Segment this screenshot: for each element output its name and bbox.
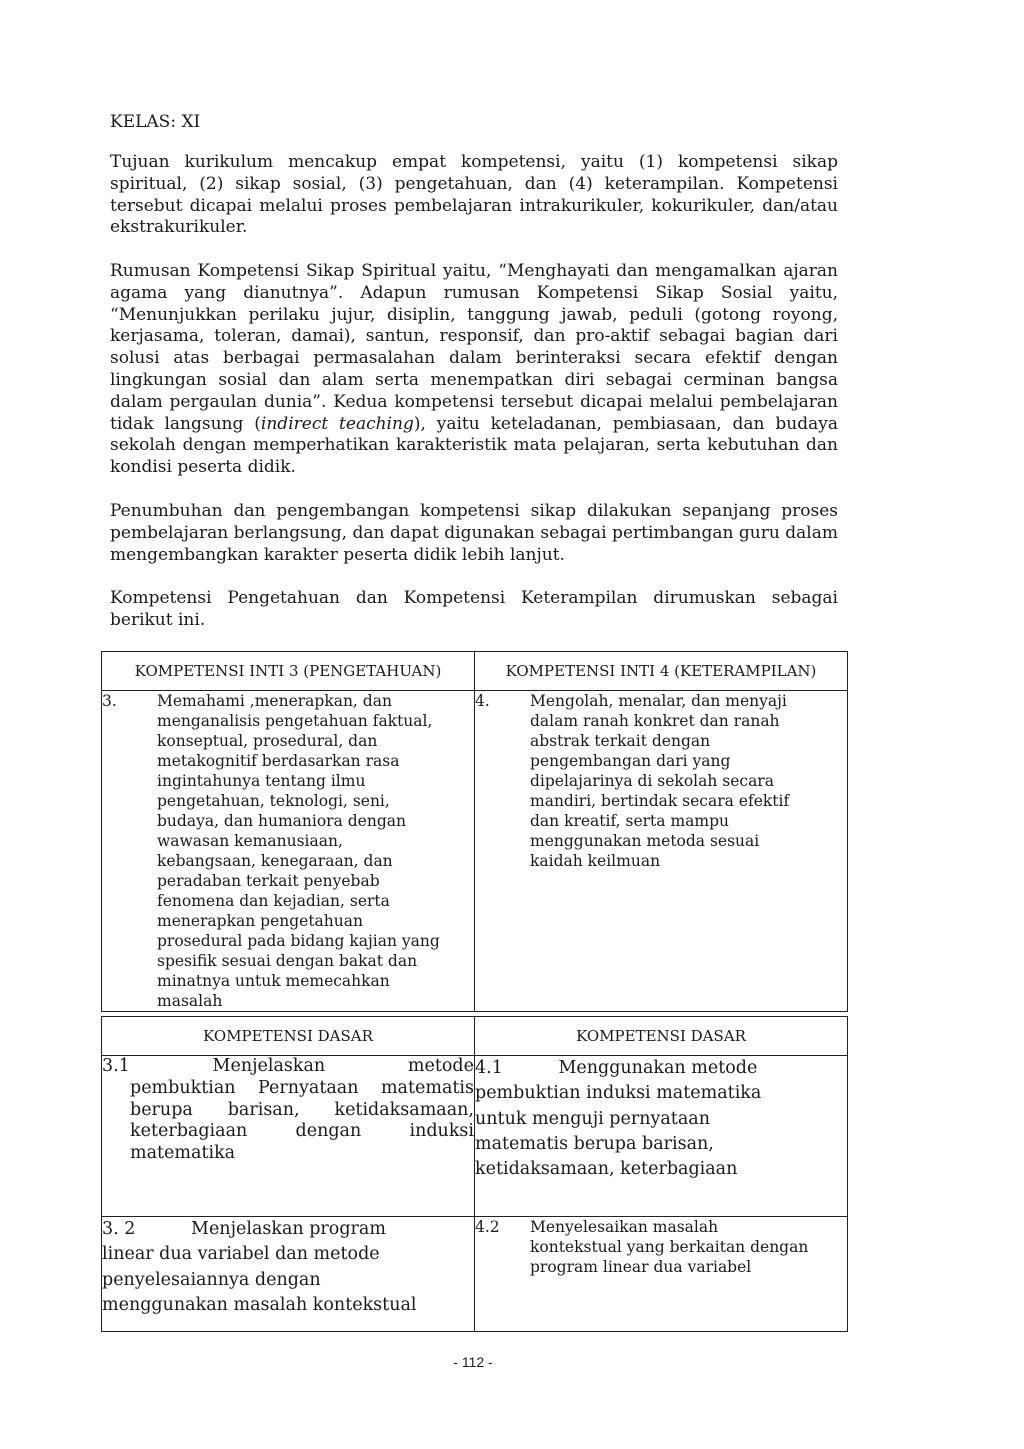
text-word: Menjelaskan: [212, 1056, 326, 1076]
kd-4-1-cell: [475, 1056, 848, 1217]
paragraph-curriculum-goals: Tujuan kurikulum mencakup empat kompetensi, yaitu (1) kompetensi sikap spiritual, (2) sikap sosial, (3) pengetahuan, dan (4) keterampilan. Kompetensi tersebut dicapai melalui proses pembelajaran intrakurikuler, kokurikuler, dan/atau ekstrakurikuler.: [110, 152, 838, 238]
table-header-row: [102, 652, 848, 691]
kd-3-1-text: pembuktian Pernyataan matematis berupa barisan, ketidaksamaan, keterbagiaan dengan induksi matematika: [130, 1077, 474, 1164]
table-row: [102, 691, 848, 1012]
table-row: [102, 1217, 848, 1332]
text-line: untuk menguji pernyataan: [475, 1108, 710, 1129]
text-line: minatnya untuk memecahkan: [157, 972, 390, 990]
paragraph-attitude-development: Penumbuhan dan pengembangan kompetensi sikap dilakukan sepanjang proses pembelajaran berlangsung, dan dapat digunakan sebagai pertimbangan guru dalam mengembangkan karakter peserta didik lebih lanjut.: [110, 501, 838, 565]
text-line: dipelajarinya di sekolah secara: [530, 772, 774, 790]
item-number: 4.: [475, 692, 490, 710]
text-line: pengetahuan, teknologi, seni,: [157, 792, 390, 810]
text-line: dan kreatif, serta mampu: [530, 812, 729, 830]
text-line: linear dua variabel dan metode: [102, 1244, 380, 1265]
text-line: wawasan kemanusiaan,: [157, 832, 343, 850]
text-line: program linear dua variabel: [530, 1258, 752, 1276]
text-line: metakognitif berdasarkan rasa: [157, 752, 400, 770]
text-line: pengembangan dari yang: [530, 752, 731, 770]
table-row: [102, 1056, 848, 1217]
paragraph-text: ), yaitu keteladanan, pembiasaan, dan budaya sekolah dengan memperhatikan karakteristik mata pelajaran, serta kebutuhan dan kondisi peserta didik.: [110, 413, 838, 478]
kd-4-2-cell: [475, 1217, 848, 1332]
header-kd-right: KOMPETENSI DASAR: [475, 1017, 848, 1056]
kd-3-2-cell: [102, 1217, 475, 1332]
text-line: 3. 2 Menjelaskan program: [102, 1219, 386, 1239]
table-header-row: [102, 1017, 848, 1056]
text-line: kontekstual yang berkaitan dengan: [530, 1238, 809, 1256]
text-line: Menyelesaikan masalah: [530, 1218, 719, 1236]
text-line: penyelesaiannya dengan: [102, 1269, 321, 1290]
text-line: ingintahunya tentang ilmu: [157, 772, 366, 790]
text-line: kaidah keilmuan: [530, 852, 661, 870]
paragraph-attitude-competence: [110, 261, 838, 479]
kd-4-2-text: [530, 1217, 847, 1277]
text-line: pembuktian induksi matematika: [475, 1083, 762, 1104]
ki3-text: [157, 691, 474, 1011]
text-line: Mengolah, menalar, dan menyaji: [530, 692, 787, 710]
text-line: ketidaksamaan, keterbagiaan: [475, 1159, 738, 1180]
text-line: abstrak terkait dengan: [530, 732, 711, 750]
text-word: metode: [407, 1056, 474, 1076]
basic-competence-table: [101, 1016, 848, 1332]
kd-3-1-cell: [102, 1056, 475, 1217]
item-number: 3.1: [102, 1056, 130, 1076]
item-number: 3.: [102, 692, 117, 710]
header-kd-left: KOMPETENSI DASAR: [102, 1017, 475, 1056]
ki3-cell: [102, 691, 475, 1012]
text-line: peradaban terkait penyebab: [157, 872, 380, 890]
italic-term: indirect teaching: [260, 413, 414, 434]
text-line: menerapkan pengetahuan: [157, 912, 363, 930]
core-competence-table: [101, 651, 848, 1012]
text-line: menggunakan masalah kontekstual: [102, 1294, 417, 1315]
page-number: - 112 -: [453, 1354, 493, 1370]
paragraph-intro-table: Kompetensi Pengetahuan dan Kompetensi Keterampilan dirumuskan sebagai berikut ini.: [110, 588, 838, 630]
text-line: 4.1 Menggunakan metode: [475, 1058, 758, 1078]
paragraph-text: Rumusan Kompetensi Sikap Spiritual yaitu, “Menghayati dan mengamalkan ajaran agama yang dianutnya”. Adapun rumusan Kompetensi Sikap Sosial yaitu, “Menunjukkan perilaku jujur, disiplin, tanggung jawab, peduli (gotong royong, kerjasama, toleran, damai), santun, responsif, dan pro-aktif sebagai bagian dari solusi atas berbagai permasalahan dalam berinteraksi secara efektif dengan lingkungan sosial dan alam serta menempatkan diri sebagai cerminan bangsa dalam pergaulan dunia”. Kedua kompetensi tersebut dicapai melalui pembelajaran tidak langsung (: [110, 261, 838, 434]
header-ki3: KOMPETENSI INTI 3 (PENGETAHUAN): [102, 652, 475, 691]
text-line: Memahami ,menerapkan, dan: [157, 692, 392, 710]
header-ki4: KOMPETENSI INTI 4 (KETERAMPILAN): [475, 652, 848, 691]
text-line: budaya, dan humaniora dengan: [157, 812, 406, 830]
text-line: mandiri, bertindak secara efektif: [530, 792, 790, 810]
text-line: prosedural pada bidang kajian yang: [157, 932, 440, 950]
text-line: spesifik sesuai dengan bakat dan: [157, 952, 418, 970]
text-line: menganalisis pengetahuan faktual,: [157, 712, 433, 730]
class-label: KELAS: XI: [110, 112, 201, 132]
text-line: konseptual, prosedural, dan: [157, 732, 378, 750]
text-line: menggunakan metoda sesuai: [530, 832, 760, 850]
text-line: kebangsaan, kenegaraan, dan: [157, 852, 393, 870]
text-line: matematis berupa barisan,: [475, 1133, 714, 1154]
ki4-text: [530, 691, 847, 871]
text-line: dalam ranah konkret dan ranah: [530, 712, 780, 730]
text-line: fenomena dan kejadian, serta: [157, 892, 390, 910]
item-number: 4.2: [475, 1218, 500, 1236]
text-line: masalah: [157, 992, 223, 1010]
ki4-cell: [475, 691, 848, 1012]
